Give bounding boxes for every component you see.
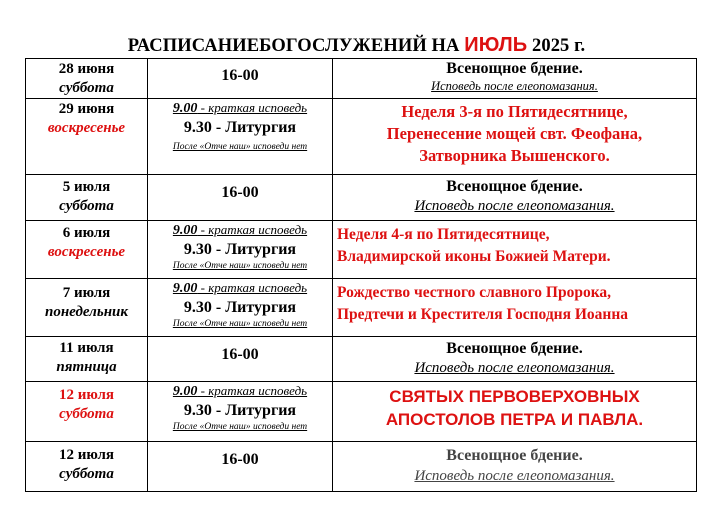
service-time: 16-00 (221, 451, 259, 468)
day-of-week: воскресенье (47, 244, 126, 260)
confession-time: 9.00 (172, 384, 198, 399)
date: 5 июля (62, 179, 111, 195)
time-cell (148, 99, 333, 175)
service-name: Всенощное бдение. (446, 340, 583, 357)
liturgy-time: 9.30 - Литургия (183, 241, 297, 258)
feast-line: Неделя 3-я по Пятидесятнице, (401, 102, 628, 121)
table-row (26, 279, 697, 337)
day-of-week: воскресенье (47, 120, 126, 136)
time-cell (148, 279, 333, 337)
date-cell (26, 175, 148, 221)
confession-label: - краткая исповедь (197, 100, 308, 115)
table-row (26, 337, 697, 382)
table-row (26, 382, 697, 442)
date-cell (26, 279, 148, 337)
confession-note: Исповедь после елеопомазания. (414, 468, 615, 484)
after-note: После «Отче наш» исповеди нет (172, 422, 308, 432)
date-cell (26, 99, 148, 175)
date-cell (26, 221, 148, 279)
title-suffix: 2025 г. (527, 36, 586, 56)
service-cell (333, 175, 697, 221)
feast-line: Рождество честного славного Пророка, (337, 284, 612, 301)
date-cell (26, 337, 148, 382)
day-of-week: понедельник (44, 304, 128, 320)
confession-label: - краткая исповедь (197, 383, 308, 398)
date-cell (26, 382, 148, 442)
after-note: После «Отче наш» исповеди нет (172, 261, 308, 271)
time-cell (148, 175, 333, 221)
time-cell (148, 59, 333, 99)
service-time: 16-00 (221, 346, 259, 363)
date: 12 июля (58, 387, 114, 403)
liturgy-time: 9.30 - Литургия (183, 402, 297, 419)
service-cell (333, 59, 697, 99)
confession-label: - краткая исповедь (197, 280, 308, 295)
confession-line (148, 221, 332, 240)
confession-time: 9.00 (172, 223, 198, 238)
feast-line: АПОСТОЛОВ ПЕТРА И ПАВЛА. (385, 410, 644, 429)
liturgy-time: 9.30 - Литургия (183, 119, 297, 136)
after-note: После «Отче наш» исповеди нет (172, 142, 308, 152)
time-cell (148, 221, 333, 279)
date: 29 июня (58, 101, 115, 117)
feast-cell (333, 279, 697, 337)
time-cell (148, 382, 333, 442)
confession-label: - краткая исповедь (197, 222, 308, 237)
confession-line (148, 99, 332, 118)
table-row (26, 99, 697, 175)
table-row (26, 221, 697, 279)
confession-line (148, 279, 332, 298)
feast-line: Предтечи и Крестителя Господня Иоанна (337, 306, 629, 323)
confession-line (148, 382, 332, 401)
after-note: После «Отче наш» исповеди нет (172, 319, 308, 329)
liturgy-time: 9.30 - Литургия (183, 299, 297, 316)
service-time: 16-00 (221, 184, 259, 201)
service-cell (333, 337, 697, 382)
service-name: Всенощное бдение. (446, 447, 583, 464)
confession-note: Исповедь после елеопомазания. (431, 79, 598, 93)
time-cell (148, 442, 333, 492)
day-of-week: суббота (59, 198, 114, 214)
date: 7 июля (62, 285, 111, 301)
title-month: ИЮЛЬ (464, 34, 528, 56)
confession-note: Исповедь после елеопомазания. (414, 198, 615, 214)
feast-line: СВЯТЫХ ПЕРВОВЕРХОВНЫХ (389, 387, 640, 406)
date-cell (26, 442, 148, 492)
page-title (0, 34, 713, 57)
day-of-week: суббота (59, 466, 114, 482)
confession-time: 9.00 (172, 281, 198, 296)
feast-line: Перенесение мощей свт. Феофана, (386, 124, 643, 143)
day-of-week: суббота (59, 406, 114, 422)
date: 28 июня (58, 61, 115, 77)
confession-time: 9.00 (172, 101, 198, 116)
table-row (26, 175, 697, 221)
date: 11 июля (59, 340, 114, 356)
title-prefix: РАСПИСАНИЕБОГОСЛУЖЕНИЙ НА (127, 36, 465, 56)
service-time: 16-00 (221, 67, 259, 84)
confession-note: Исповедь после елеопомазания. (414, 360, 615, 376)
feast-line: Владимирской иконы Божией Матери. (337, 248, 611, 265)
feast-cell (333, 221, 697, 279)
feast-cell (333, 382, 697, 442)
feast-line: Неделя 4-я по Пятидесятнице, (337, 226, 550, 243)
time-cell (148, 337, 333, 382)
day-of-week: суббота (59, 80, 114, 96)
day-of-week: пятница (56, 359, 117, 375)
date-cell (26, 59, 148, 99)
service-cell (333, 442, 697, 492)
table-row (26, 59, 697, 99)
table-row (26, 442, 697, 492)
feast-cell (333, 99, 697, 175)
schedule-table (25, 58, 697, 492)
date: 6 июля (62, 225, 111, 241)
date: 12 июля (58, 447, 114, 463)
service-name: Всенощное бдение. (446, 60, 583, 77)
feast-line: Затворника Вышенского. (419, 146, 610, 165)
service-name: Всенощное бдение. (446, 178, 583, 195)
